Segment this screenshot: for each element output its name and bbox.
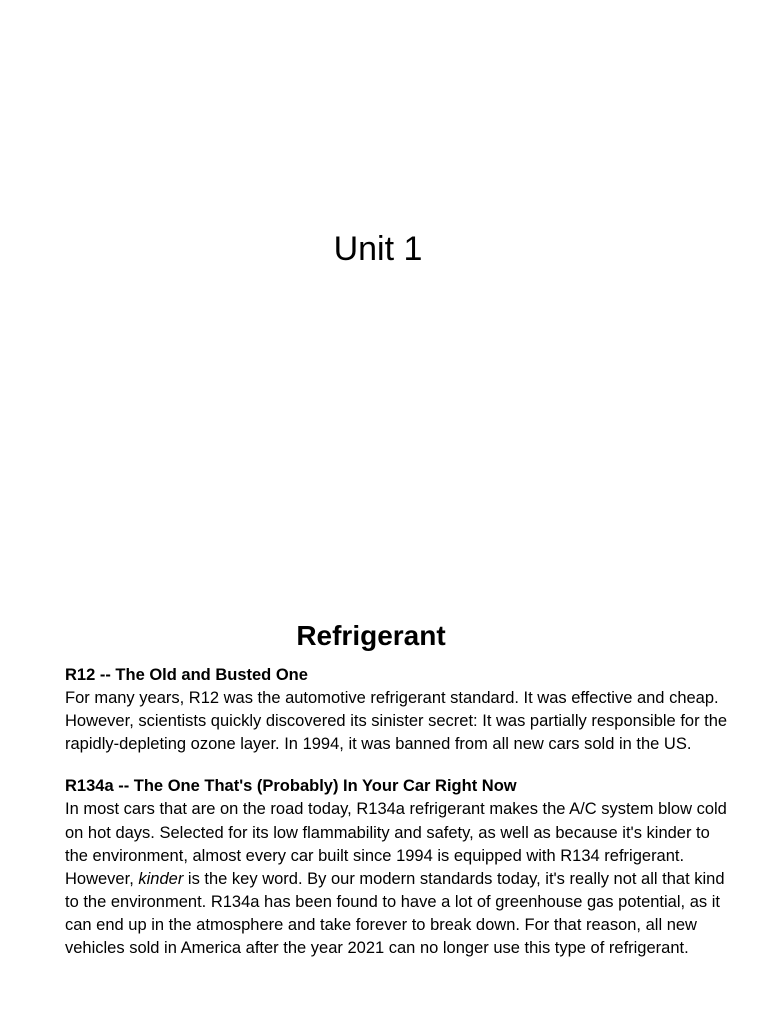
paragraph-spacer xyxy=(65,756,737,775)
r12-heading: R12 -- The Old and Busted One xyxy=(65,666,308,684)
r134a-paragraph-2-rest: is the key word. By our modern standards today, it's really not all that kind to the environment. R134a has been found to have a lot of greenhouse gas potential, as it can end up in the atmosphere and take forever to break down. For that reason, all new vehicles sold in America after the year 2021 can no longer use this type of refrigerant. xyxy=(65,869,725,958)
unit-title: Unit 1 xyxy=(333,230,423,268)
r134a-paragraph-2-lead: However, xyxy=(65,869,139,888)
r134a-paragraph: In most cars that are on the road today, R134a refrigerant makes the A/C system blow cold on hot days. Selected for its low flammability and safety, as well as because it's kinder to the environment, almost every car built since 1994 is equipped with R134 refrigerant. xyxy=(65,800,727,865)
r134a-heading: R134a -- The One That's (Probably) In Your Car Right Now xyxy=(65,777,517,796)
slide-body xyxy=(65,664,737,960)
slide-refrigerant xyxy=(0,600,768,1024)
kinder-emphasis: kinder xyxy=(138,869,184,888)
r134a-paragraph-2 xyxy=(65,868,737,960)
slide-title: Refrigerant xyxy=(296,620,446,651)
r12-paragraph: For many years, R12 was the automotive refrigerant standard. It was effective and cheap. However, scientists quickly discovered its sinister secret: It was partially responsible for the rapidly-depleting ozone layer. In 1994, it was banned from all new cars sold in the US. xyxy=(65,689,728,754)
